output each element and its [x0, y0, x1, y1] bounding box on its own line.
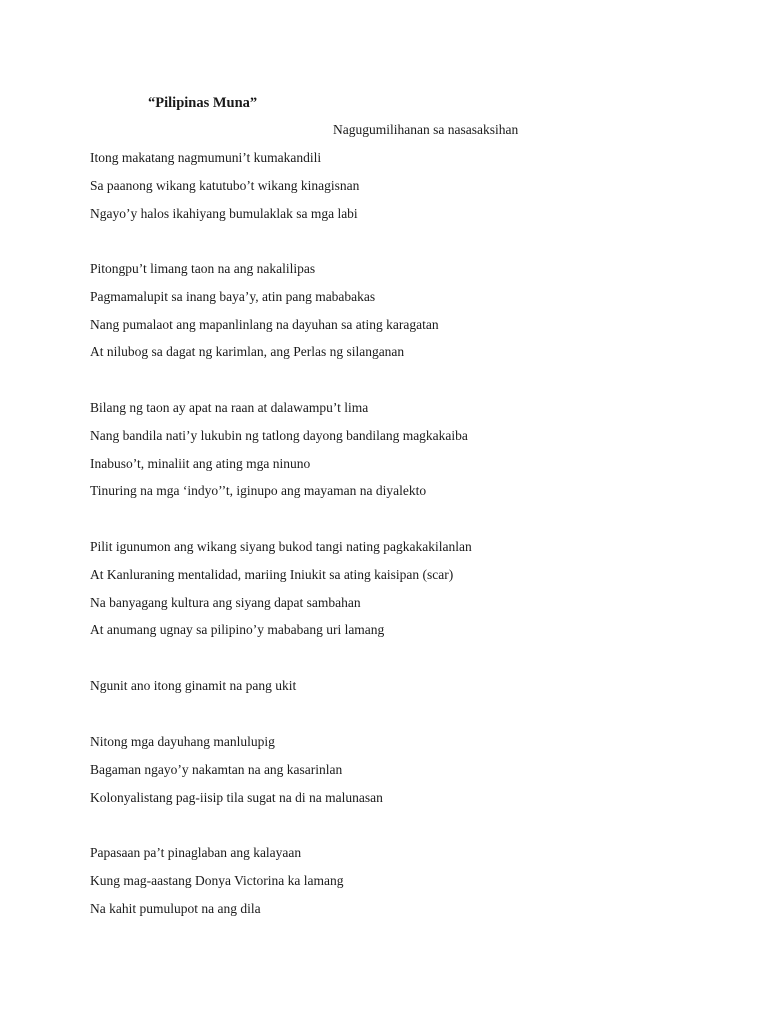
poem-line: Tinuring na mga ‘indyo’’t, iginupo ang mayaman na diyalekto [90, 483, 427, 499]
poem-line: Kolonyalistang pag-iisip tila sugat na di na malunasan [90, 789, 383, 805]
poem-line: Ngunit ano itong ginamit na pang ukit [90, 678, 297, 693]
stanza-6 [90, 732, 383, 815]
poem-line: Inabuso’t, minaliit ang ating mga ninuno [90, 455, 311, 471]
poem-line: Nang pumalaot ang mapanlinlang na dayuhan sa ating karagatan [90, 316, 439, 332]
poem-line: Ngayo’y halos ikahiyang bumulaklak sa mga labi [90, 205, 358, 221]
poem-line: Pitongpu’t limang taon na ang nakalilipas [90, 261, 316, 276]
poem-line: Nang bandila nati’y lukubin ng tatlong dayong bandilang magkakaiba [90, 427, 468, 443]
poem-title: “Pilipinas Muna” [148, 95, 258, 111]
stanza-1 [90, 148, 359, 231]
poem-line: Bagaman ngayo’y nakamtan na ang kasarinlan [90, 761, 343, 777]
poem-line: Kung mag-aastang Donya Victorina ka lamang [90, 872, 344, 888]
poem-line: Pilit igunumon ang wikang siyang bukod tangi nating pagkakakilanlan [90, 539, 472, 554]
poem-subtitle: Nagugumilihanan sa nasasaksihan [333, 122, 519, 137]
poem-line: Nitong mga dayuhang manlulupig [90, 734, 275, 749]
poem-line: Bilang ng taon ay apat na raan at dalawampu’t lima [90, 400, 369, 415]
poem-line: Papasaan pa’t pinaglaban ang kalayaan [90, 845, 302, 860]
poem-line: Pagmamalupit sa inang baya’y, atin pang mababakas [90, 288, 376, 304]
poem-line: At Kanluraning mentalidad, mariing Iniukit sa ating kaisipan (scar) [90, 566, 454, 582]
poem-line: Na kahit pumulupot na ang dila [90, 900, 261, 916]
poem-line: At nilubog sa dagat ng karimlan, ang Perlas ng silanganan [90, 344, 405, 360]
stanza-7 [90, 843, 344, 926]
poem-line: Sa paanong wikang katutubo’t wikang kinagisnan [90, 177, 360, 193]
stanza-3 [90, 398, 468, 509]
poem-line: At anumang ugnay sa pilipino’y mababang uri lamang [90, 622, 385, 638]
stanza-2 [90, 259, 439, 370]
stanza-4 [90, 537, 472, 648]
stanza-5 [90, 676, 296, 704]
poem-line: Itong makatang nagmumuni’t kumakandili [90, 150, 322, 165]
poem-line: Na banyagang kultura ang siyang dapat sambahan [90, 594, 361, 610]
